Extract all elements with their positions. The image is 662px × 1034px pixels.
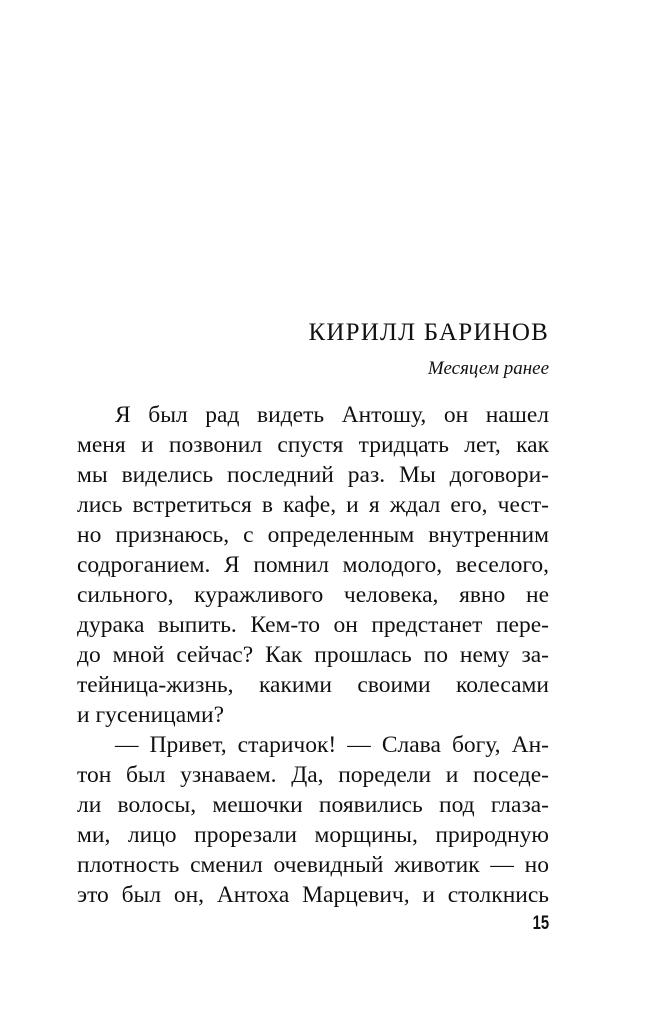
text-line: содроганием. Я помнил молодого, веселого, xyxy=(77,552,549,578)
text-line: ли волосы, мешочки появились под глаза- xyxy=(77,792,549,818)
text-line: но признаюсь, с определенным внутренним xyxy=(77,522,549,548)
text-line: Я был рад видеть Антошу, он нашел xyxy=(115,402,549,428)
text-line: и гусеницами? xyxy=(77,702,225,728)
text-line: плотность сменил очевидный животик — но xyxy=(77,852,549,878)
text-line: тон был узнаваем. Да, поредели и поседе- xyxy=(77,762,549,788)
text-line: ми, лицо прорезали морщины, природную xyxy=(77,822,549,848)
text-line: до мной сейчас? Как прошлась по нему за- xyxy=(77,642,549,668)
text-line: сильного, куражливого человека, явно не xyxy=(77,582,549,608)
text-line: тейница-жизнь, какими своими колесами xyxy=(77,672,549,698)
text-line: лись встретиться в кафе, и я ждал его, чест- xyxy=(77,492,549,518)
body-text xyxy=(77,400,549,910)
page-number: 15 xyxy=(532,913,549,934)
chapter-title: КИРИЛЛ БАРИНОВ xyxy=(308,319,549,346)
text-line: это был он, Антоха Марцевич, и столкнись xyxy=(77,882,549,908)
chapter-subtitle: Месяцем ранее xyxy=(427,358,549,379)
text-line: — Привет, старичок! — Слава богу, Ан- xyxy=(115,732,549,758)
text-line: дурака выпить. Кем-то он предстанет пере- xyxy=(77,612,549,638)
text-line: меня и позвонил спустя тридцать лет, как xyxy=(77,432,549,458)
text-line: мы виделись последний раз. Мы договори- xyxy=(77,462,549,488)
